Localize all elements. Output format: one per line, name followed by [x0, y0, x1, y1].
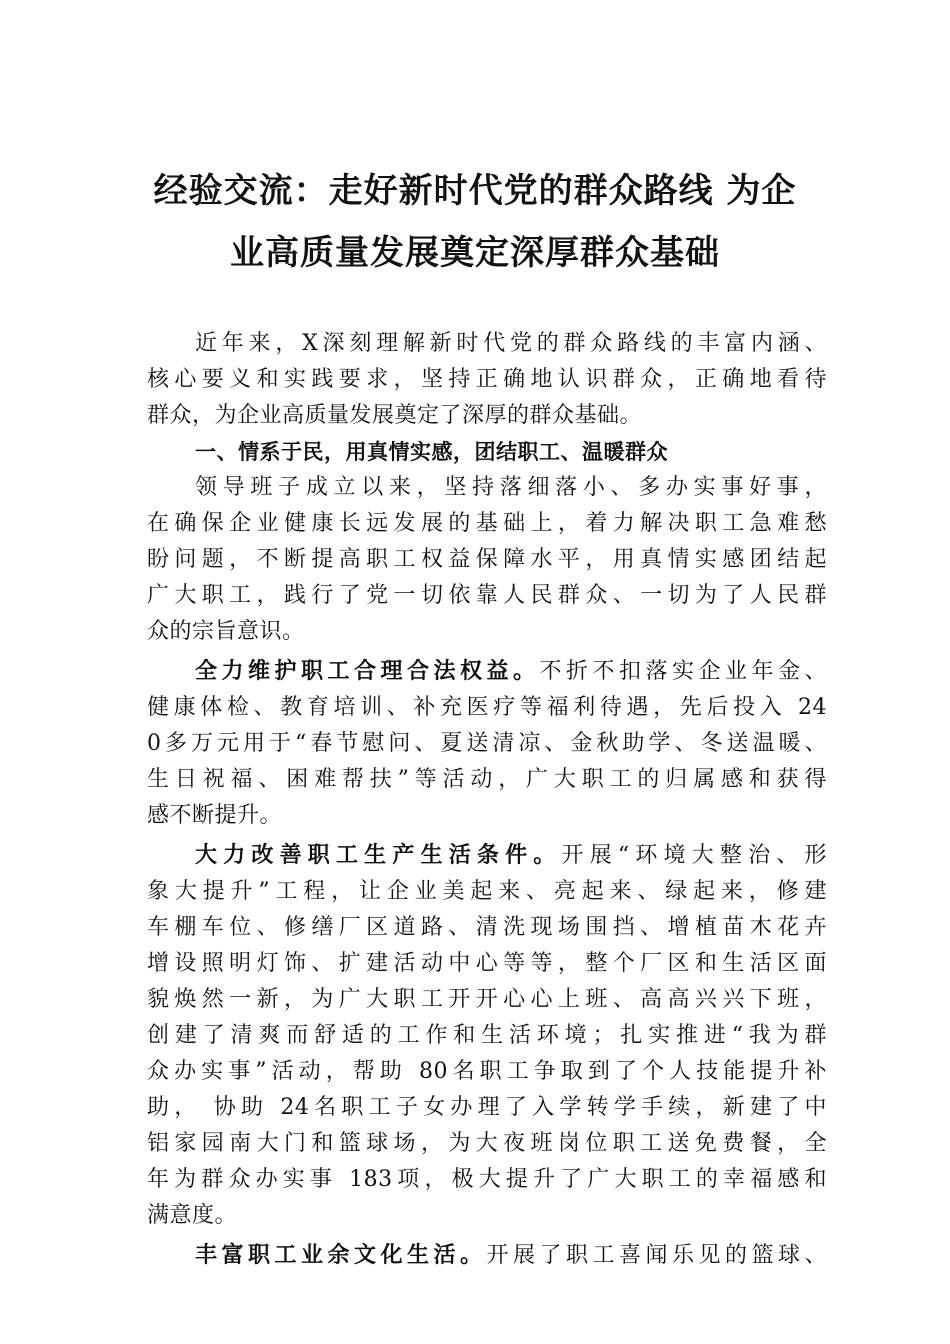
- para2-line-5: 感不断提升。: [147, 803, 283, 828]
- intro-line-2: 核心要义和实践要求，坚持正确地认识群众，正确地看待: [147, 367, 827, 392]
- para3-line-9: 铝家园南大门和篮球场，为大夜班岗位职工送免费餐，全: [147, 1131, 827, 1156]
- intro-line-3: 群众，为企业高质量发展奠定了深厚的群众基础。: [147, 403, 643, 428]
- para3-line-5: 貌焕然一新，为广大职工开开心心上班、高高兴兴下班，: [147, 987, 827, 1012]
- para3-line-10: 年为群众办实事 183项，极大提升了广大职工的幸福感和: [147, 1167, 827, 1192]
- para2-line-2: 健康体检、教育培训、补充医疗等福利待遇，先后投入 24: [147, 695, 827, 720]
- para3-line-2: 象大提升”工程，让企业美起来、亮起来、绿起来，修建: [147, 879, 827, 904]
- para3-first-line: [147, 838, 827, 874]
- paragraph-2: [147, 654, 827, 834]
- document-body: [147, 326, 827, 1274]
- para3-first-rest: 开展“环境大整治、形: [561, 843, 827, 868]
- section-heading: 一、情系于民，用真情实感，团结职工、温暖群众: [195, 440, 668, 464]
- para4-first-line: [147, 1238, 827, 1274]
- para3-line-8: 助， 协助 24名职工子女办理了入学转学手续，新建了中: [147, 1095, 827, 1120]
- para3-line-6: 创建了清爽而舒适的工作和生活环境；扎实推进“我为群: [147, 1023, 827, 1048]
- paragraph-4: [147, 1238, 827, 1274]
- document-title: [120, 160, 830, 284]
- para3-line-4: 增设照明灯饰、扩建活动中心等等，整个厂区和生活区面: [147, 951, 827, 976]
- section1-line-4: 广大职工，践行了党一切依靠人民群众、一切为了人民群: [147, 583, 827, 608]
- para4-first-rest: 开展了职工喜闻乐见的篮球、: [486, 1243, 827, 1268]
- para3-line-3: 车棚车位、修缮厂区道路、清洗现场围挡、增植苗木花卉: [147, 915, 827, 940]
- section1-line-2: 在确保企业健康长远发展的基础上，着力解决职工急难愁: [147, 511, 827, 536]
- title-line-2: 业高质量发展奠定深厚群众基础: [230, 233, 720, 273]
- paragraph-3: [147, 838, 827, 1234]
- para3-line-7: 众办实事”活动，帮助 80名职工争取到了个人技能提升补: [147, 1059, 827, 1084]
- section1-line-1: 领导班子成立以来，坚持落细落小、多办实事好事，: [195, 475, 827, 500]
- para3-line-11: 满意度。: [147, 1203, 238, 1228]
- para2-first-rest: 不折不扣落实企业年金、: [539, 659, 827, 684]
- para2-line-4: 生日祝福、困难帮扶”等活动，广大职工的归属感和获得: [147, 767, 827, 792]
- para4-lead: 丰富职工业余文化生活。: [195, 1243, 487, 1268]
- section1-paragraph: [147, 470, 827, 650]
- para2-line-3: 0多万元用于“春节慰问、夏送清凉、金秋助学、冬送温暖、: [147, 731, 827, 756]
- intro-line-1: 近年来，X深刻理解新时代党的群众路线的丰富内涵、: [195, 331, 827, 356]
- para3-lead: 大力改善职工生产生活条件。: [195, 843, 562, 868]
- section1-line-5: 众的宗旨意识。: [147, 619, 305, 644]
- para2-lead: 全力维护职工合理合法权益。: [195, 659, 540, 684]
- para2-first-line: [147, 654, 827, 690]
- intro-paragraph: [147, 326, 827, 434]
- title-line-1: 经验交流：走好新时代党的群众路线 为企: [153, 171, 797, 211]
- section1-line-3: 盼问题，不断提高职工权益保障水平，用真情实感团结起: [147, 547, 827, 572]
